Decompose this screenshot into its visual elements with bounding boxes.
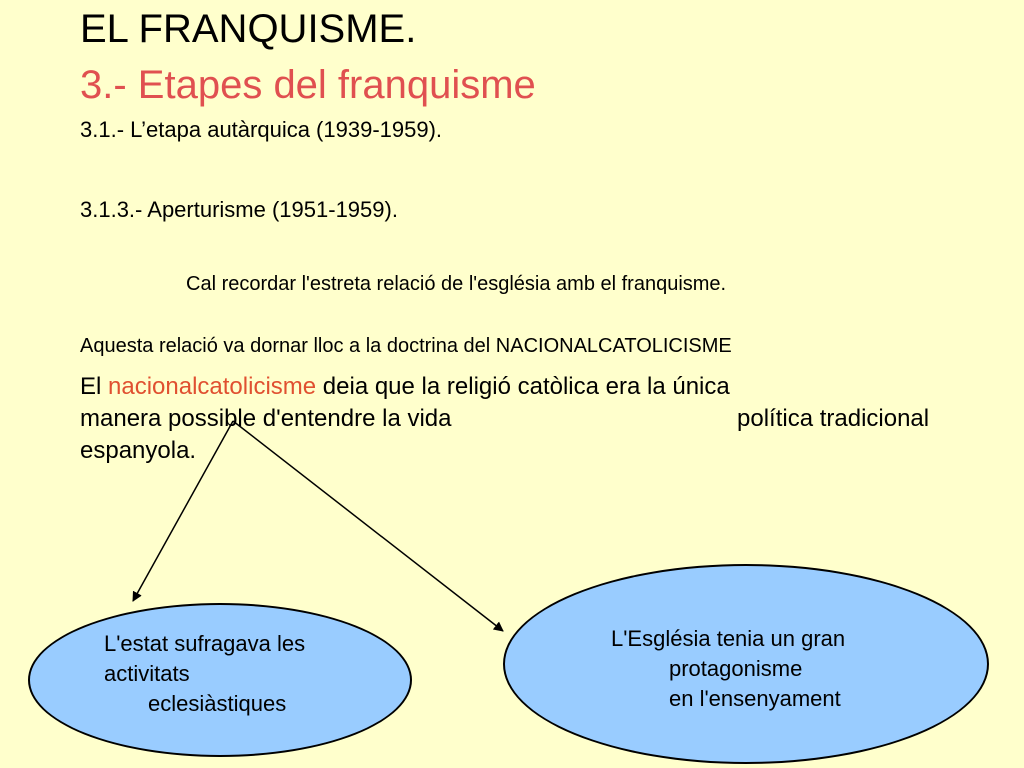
arrow-to-state-funding <box>133 421 233 601</box>
state-funding-line-3: eclesiàstiques <box>148 691 287 716</box>
slide-title: EL FRANQUISME. <box>80 7 417 51</box>
paragraph-line-2-left: manera possible d'entendre la vida <box>80 405 452 432</box>
church-education-line-2: protagonisme <box>669 656 803 681</box>
state-funding-line-1: L'estat sufragava les <box>104 631 306 656</box>
paragraph-line-2-right: política tradicional <box>737 405 930 432</box>
church-education-line-3: en l'ensenyament <box>669 686 841 711</box>
doctrine-statement: Aquesta relació va dornar lloc a la doctrina del NACIONALCATOLICISME <box>80 335 732 357</box>
subsection-heading: 3.1.3.- Aperturisme (1951-1959). <box>80 197 398 222</box>
state-funding-line-2: activitats <box>104 661 190 686</box>
paragraph-line-1: El nacionalcatolicisme deia que la religió catòlica era la única <box>80 373 730 400</box>
slide-subtitle: 3.- Etapes del franquisme <box>80 63 536 107</box>
church-education-line-1: L'Església tenia un gran <box>611 626 846 651</box>
section-heading: 3.1.- L’etapa autàrquica (1939-1959). <box>80 117 443 142</box>
church-relation-note: Cal recordar l'estreta relació de l'església amb el franquisme. <box>186 273 727 295</box>
paragraph-line-3: espanyola. <box>80 437 197 464</box>
arrow-to-church-education <box>233 421 503 631</box>
doctrine-term: nacionalcatolicisme <box>108 373 317 400</box>
